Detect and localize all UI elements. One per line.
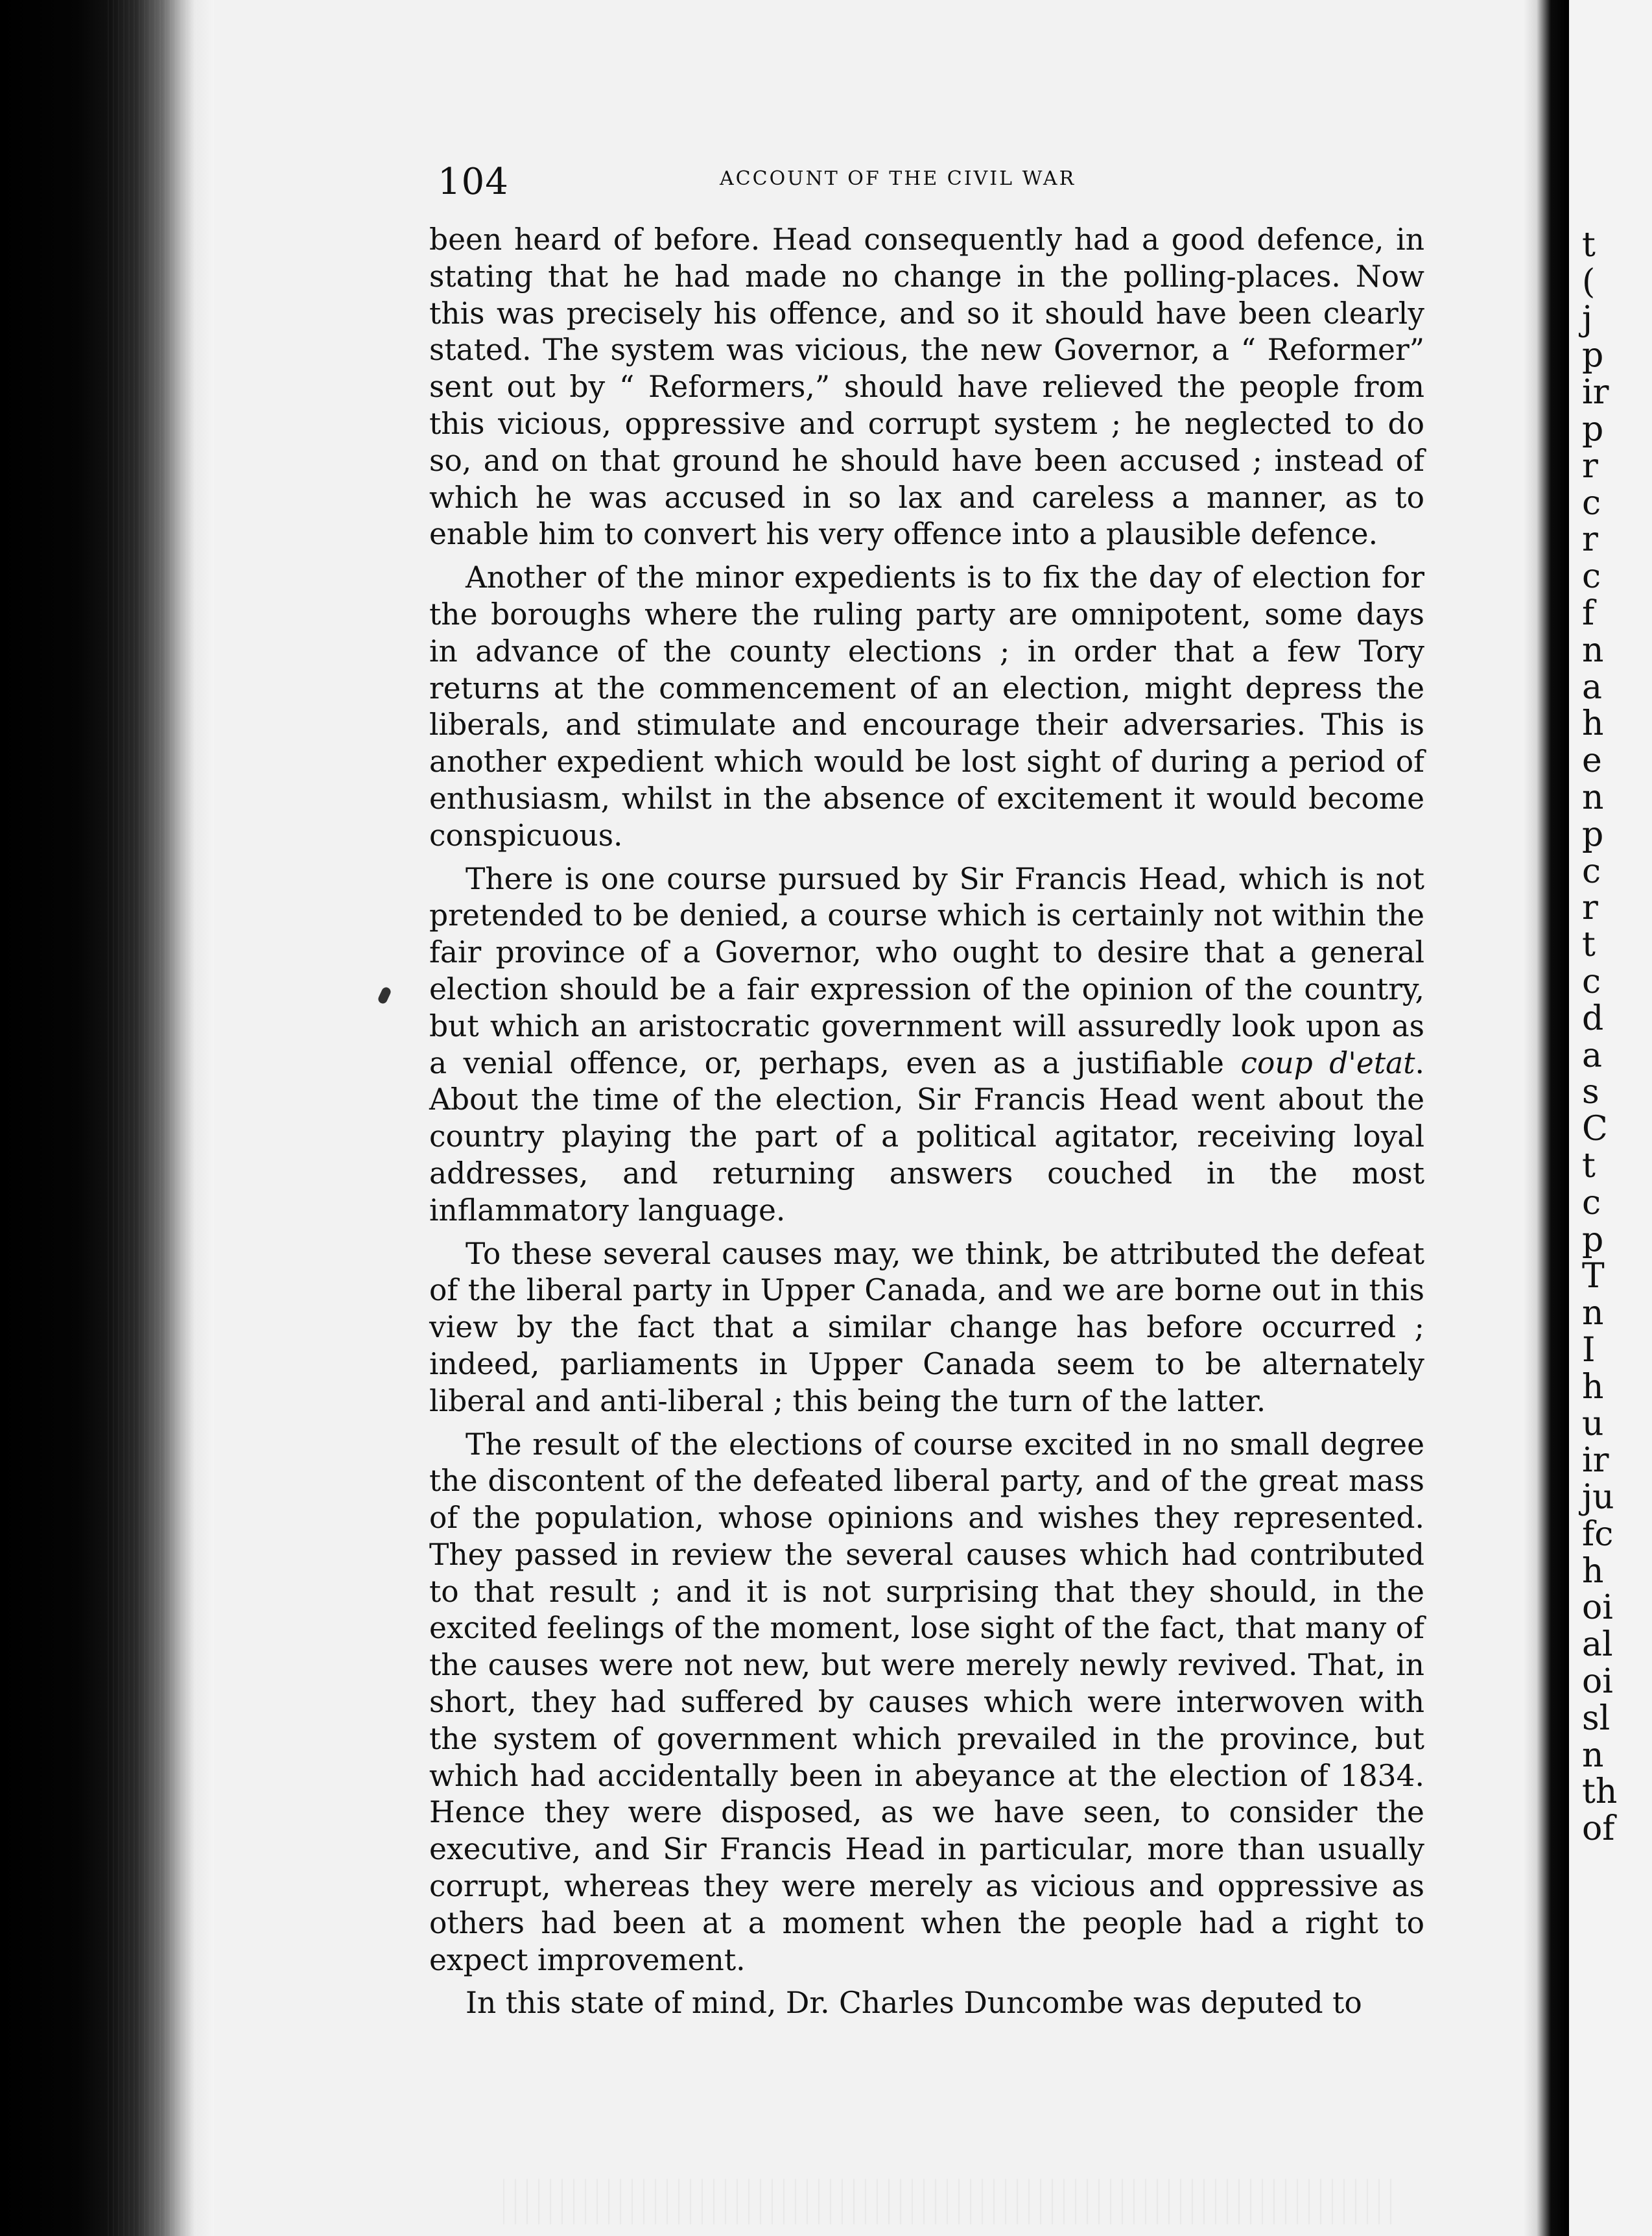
next-page-fragment-line: al — [1582, 1625, 1613, 1665]
next-page-fragment-line: ( — [1582, 262, 1596, 302]
next-page-fragment-line: s — [1582, 1073, 1599, 1112]
next-page-fragment-line: oi — [1582, 1662, 1613, 1702]
next-page-fragment-line: T — [1582, 1257, 1605, 1296]
next-page-fragment-line: r — [1582, 520, 1598, 560]
next-page-fragment-line: p — [1582, 815, 1604, 854]
next-page-fragment-line: a — [1582, 1036, 1603, 1075]
next-page-fragment — [1582, 227, 1617, 1848]
next-page-fragment-line: j — [1582, 299, 1593, 339]
page-body — [429, 222, 1424, 2028]
paragraph-1: been heard of before. Head consequently had a good defence, in stating that he had made no change in the polling-places. Now this was precisely his offence, and so it should have been clearly stated. The system was vicious, the new Governor, a “ Reformer” sent out by “ Reformers,” should have relieved the people from this vicious, oppressive and corrupt system ; he neglected to do so, and on that ground he should have been accused ; instead of which he was accused in so lax and careless a manner, as to enable him to convert his very offence into a plausible defence. — [429, 222, 1424, 552]
next-page-fragment-line: ju — [1582, 1478, 1614, 1517]
next-page-fragment-line: fc — [1582, 1514, 1614, 1554]
next-page-fragment-line: c — [1582, 851, 1601, 891]
italic-phrase: coup d'etat — [1240, 1045, 1415, 1080]
next-page-fragment-line: of — [1582, 1809, 1615, 1849]
next-page-fragment-line: p — [1582, 336, 1604, 375]
page-number: 104 — [438, 161, 509, 203]
next-page-strip — [1569, 0, 1652, 2236]
next-page-fragment-line: h — [1582, 1551, 1604, 1591]
next-page-fragment-line: n — [1582, 630, 1604, 670]
gutter-shadow — [1524, 0, 1569, 2236]
next-page-fragment-line: ir — [1582, 1441, 1609, 1481]
paragraph-3-before-italic: There is one course pursued by Sir Francis Head, which is not pretended to be denied, a course which is certainly not within the fair province of a Governor, who ought to desire that a general election should be a fair expression of the opinion of the country, but which an aristocratic government will assuredly look upon as a venial offence, or, perhaps, even as a justifiable — [429, 861, 1424, 1080]
next-page-fragment-line: t — [1582, 925, 1596, 965]
next-page-fragment-line: p — [1582, 409, 1604, 449]
next-page-fragment-line: oi — [1582, 1588, 1613, 1628]
next-page-fragment-line: r — [1582, 888, 1598, 928]
next-page-fragment-line: c — [1582, 1183, 1601, 1222]
running-head: ACCOUNT OF THE CIVIL WAR — [720, 167, 1076, 190]
paragraph-4: To these several causes may, we think, be attributed the defeat of the liberal party in Upper Canada, and we are borne out in this view by the fact that a similar change has before occurred ; indeed, parliaments in Upper Canada seem to be alternately liberal and anti-liberal ; this being the turn of the latter. — [429, 1236, 1424, 1418]
next-page-fragment-line: t — [1582, 226, 1596, 265]
next-page-fragment-line: r — [1582, 446, 1598, 486]
next-page-fragment-line: c — [1582, 557, 1601, 597]
next-page-fragment-line: a — [1582, 667, 1603, 707]
next-page-fragment-line: h — [1582, 704, 1604, 744]
paragraph-5: The result of the elections of course excited in no small degree the discontent of the defeated liberal party, and of the great mass of the population, whose opinions and wishes they represented. They passed in review the several causes which had contributed to that result ; and it is not surprising that they should, in the excited feelings of the moment, lose sight of the fact, that many of the causes were not new, but were merely newly revived. That, in short, they had suffered by causes which were interwoven with the system of government which prevailed in the province, but which had accidentally been in abeyance at the election of 1834. Hence they were disposed, as we have seen, to consider the executive, and Sir Francis Head in particular, more than usually corrupt, whereas they were merely as vicious and oppressive as others had been at a moment when the people had a right to expect improvement. — [429, 1427, 1424, 1977]
bleed-through — [493, 2179, 1400, 2224]
page-header — [214, 161, 1556, 203]
next-page-fragment-line: n — [1582, 1294, 1604, 1333]
paragraph-6: In this state of mind, Dr. Charles Duncombe was deputed to — [466, 1986, 1362, 2021]
next-page-fragment-line: n — [1582, 1735, 1604, 1775]
next-page-fragment-line: t — [1582, 1146, 1596, 1185]
next-page-fragment-line: ir — [1582, 373, 1609, 412]
paragraph-2: Another of the minor expedients is to fix the day of election for the boroughs where the ruling party are omnipotent, some days in advance of the county elections ; in order that a few Tory returns at the commencement of an election, might depress the liberals, and stimulate and encourage their adversaries. This is another expedient which would be lost sight of during a period of enthusiasm, whilst in the absence of excitement it would become conspicuous. — [429, 560, 1424, 853]
next-page-fragment-line: h — [1582, 1367, 1604, 1407]
next-page-fragment-line: e — [1582, 741, 1602, 781]
next-page-fragment-line: c — [1582, 962, 1601, 1001]
next-page-fragment-line: d — [1582, 999, 1604, 1038]
next-page-fragment-line: p — [1582, 1220, 1604, 1259]
paragraph-3-after-italic: . About the time of the election, Sir Francis Head went about the country playing the part of a political agitator, receiving loyal addresses, and returning answers couched in the most inflammatory language. — [429, 1045, 1424, 1228]
book-edge-left — [0, 0, 214, 2236]
next-page-fragment-line: sl — [1582, 1698, 1611, 1738]
paragraph-3 — [429, 861, 1424, 1230]
next-page-fragment-line: c — [1582, 483, 1601, 523]
next-page-fragment-line: n — [1582, 778, 1604, 817]
next-page-fragment-line: C — [1582, 1110, 1608, 1149]
next-page-fragment-line: th — [1582, 1772, 1618, 1812]
next-page-fragment-line: I — [1582, 1330, 1596, 1370]
next-page-fragment-line: u — [1582, 1404, 1604, 1444]
next-page-fragment-line: f — [1582, 593, 1595, 633]
